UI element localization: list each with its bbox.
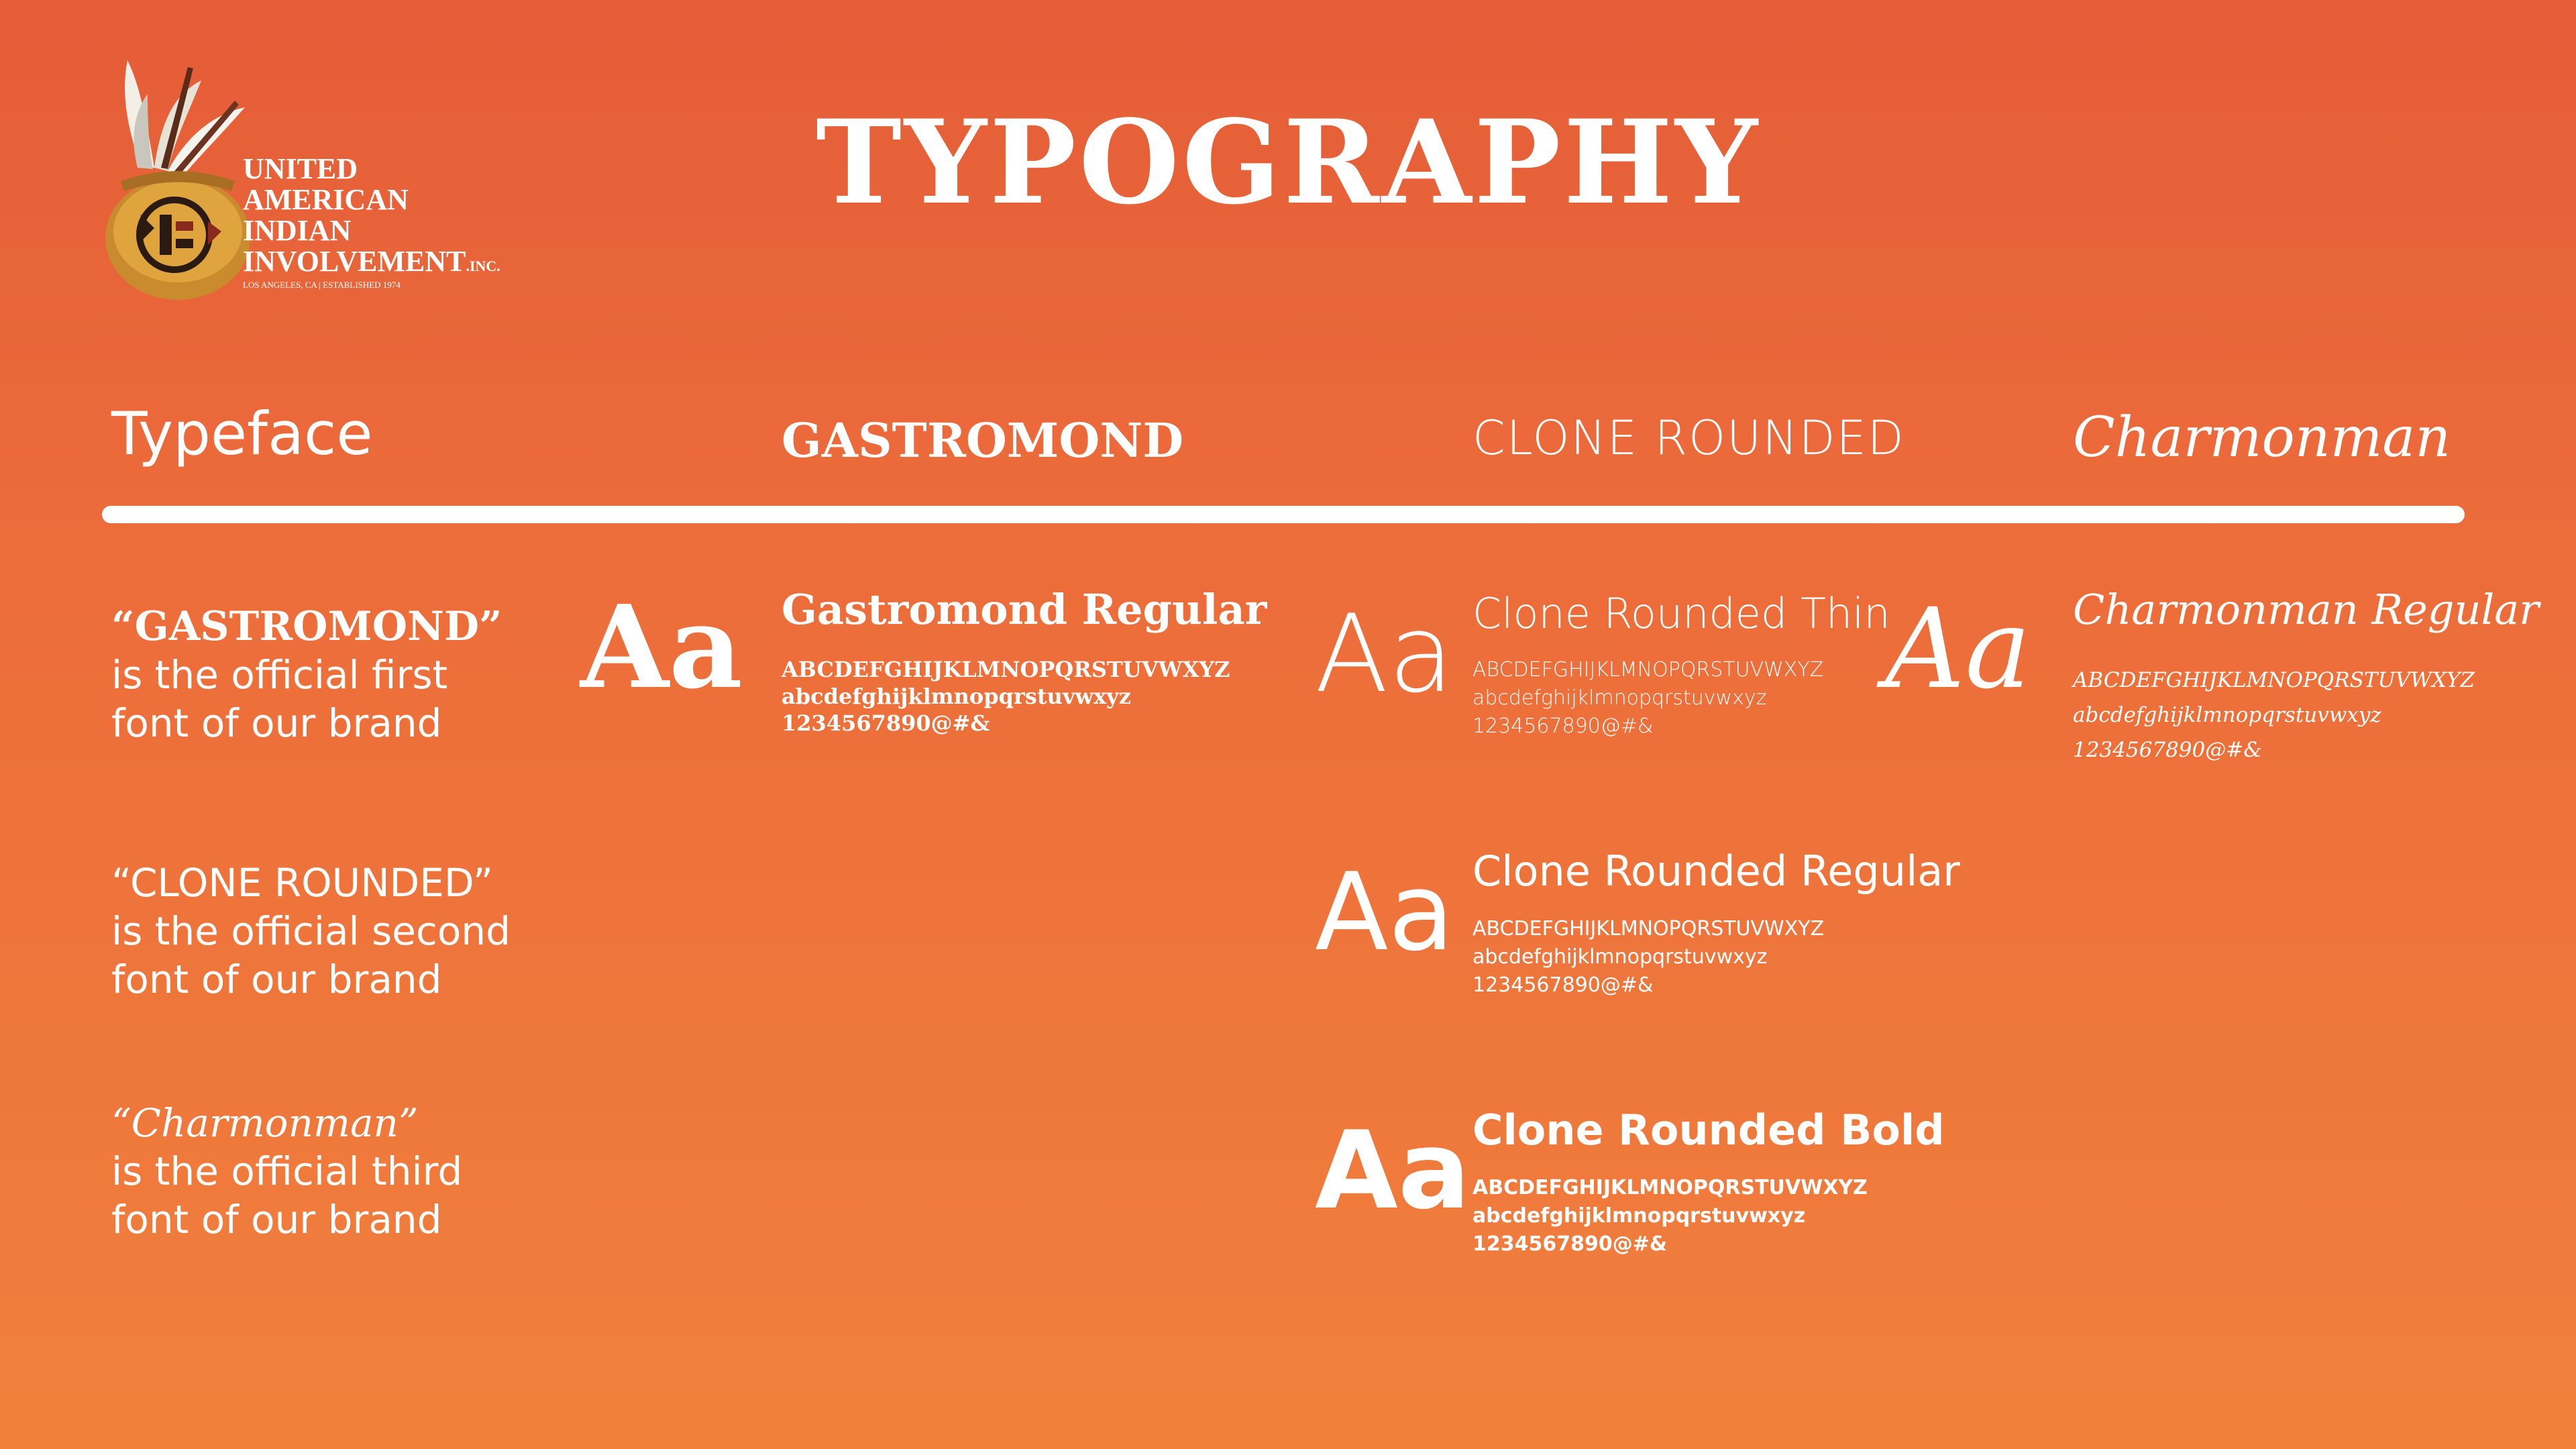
logo-suffix: .INC. xyxy=(466,258,500,274)
description-line: font of our brand xyxy=(111,700,442,746)
logo-line-involvement xyxy=(243,247,500,276)
glyphs-lowercase: abcdefghijklmnopqrstuvwxyz xyxy=(2073,703,2381,727)
header-font-charmonman: Charmonman xyxy=(2073,406,2451,470)
glyphs-uppercase: ABCDEFGHIJKLMNOPQRSTUVWXYZ xyxy=(1472,917,1825,941)
glyphs-digits: 1234567890@#& xyxy=(2073,738,2262,762)
description-line: font of our brand xyxy=(111,1197,442,1242)
glyphs-lowercase: abcdefghijklmnopqrstuvwxyz xyxy=(1472,945,1768,969)
glyph-set-clone-regular xyxy=(1472,915,1824,1000)
header-font-clone-rounded: CLONE ROUNDED xyxy=(1472,411,1905,466)
glyphs-digits: 1234567890@#& xyxy=(1472,973,1654,997)
glyph-set-clone-bold xyxy=(1472,1174,1868,1258)
aa-sample-clone-bold: Aa xyxy=(1315,1108,1470,1233)
glyphs-uppercase: ABCDEFGHIJKLMNOPQRSTUVWXYZ xyxy=(782,657,1230,682)
page-title: TYPOGRAPHY xyxy=(816,94,1760,230)
glyphs-uppercase: ABCDEFGHIJKLMNOPQRSTUVWXYZ xyxy=(2073,668,2475,692)
sample-name-gastromond-regular: Gastromond Regular xyxy=(782,585,1267,634)
sample-name-clone-bold: Clone Rounded Bold xyxy=(1472,1106,1945,1155)
description-gastromond xyxy=(111,602,502,747)
description-clone-rounded xyxy=(111,859,511,1004)
glyph-set-clone-thin xyxy=(1472,656,1823,741)
sample-name-clone-thin: Clone Rounded Thin xyxy=(1472,589,1890,638)
aa-sample-clone-regular: Aa xyxy=(1315,849,1454,975)
description-line: is the official third xyxy=(111,1148,463,1194)
logo-involvement-word: INVOLVEMENT xyxy=(243,245,466,278)
description-lead: “Charmonman” xyxy=(111,1100,419,1146)
typeface-label: Typeface xyxy=(111,399,373,468)
sample-name-charmonman-regular: Charmonman Regular xyxy=(2073,585,2539,634)
glyphs-digits: 1234567890@#& xyxy=(782,710,990,736)
glyphs-digits: 1234567890@#& xyxy=(1472,714,1654,738)
description-line: is the official second xyxy=(111,908,511,954)
glyphs-lowercase: abcdefghijklmnopqrstuvwxyz xyxy=(782,684,1131,709)
aa-sample-clone-thin: Aa xyxy=(1315,591,1454,716)
glyphs-uppercase: ABCDEFGHIJKLMNOPQRSTUVWXYZ xyxy=(1472,658,1824,682)
glyphs-lowercase: abcdefghijklmnopqrstuvwxyz xyxy=(1472,1204,1806,1228)
glyph-set-charmonman-regular xyxy=(2073,663,2475,767)
description-lead: “CLONE ROUNDED” xyxy=(111,860,494,906)
logo-line-indian: INDIAN xyxy=(243,214,352,247)
description-charmonman xyxy=(111,1099,462,1244)
description-lead: “GASTROMOND” xyxy=(111,603,502,650)
glyphs-lowercase: abcdefghijklmnopqrstuvwxyz xyxy=(1472,686,1767,710)
description-line: font of our brand xyxy=(111,957,442,1002)
header-divider xyxy=(102,506,2465,523)
aa-sample-charmonman: Aa xyxy=(1885,584,2031,713)
sample-name-clone-regular: Clone Rounded Regular xyxy=(1472,847,1960,896)
header-font-gastromond: GASTROMOND xyxy=(782,413,1184,468)
logo-tagline: LOS ANGELES, CA | ESTABLISHED 1974 xyxy=(243,280,400,290)
logo-line-american: AMERICAN xyxy=(243,183,409,216)
aa-sample-gastromond: Aa xyxy=(580,580,743,714)
glyphs-uppercase: ABCDEFGHIJKLMNOPQRSTUVWXYZ xyxy=(1472,1176,1868,1199)
description-line: is the official first xyxy=(111,652,448,698)
glyphs-digits: 1234567890@#& xyxy=(1472,1232,1668,1256)
glyph-set-gastromond-regular xyxy=(782,656,1230,737)
logo-line-united: UNITED xyxy=(243,152,358,185)
